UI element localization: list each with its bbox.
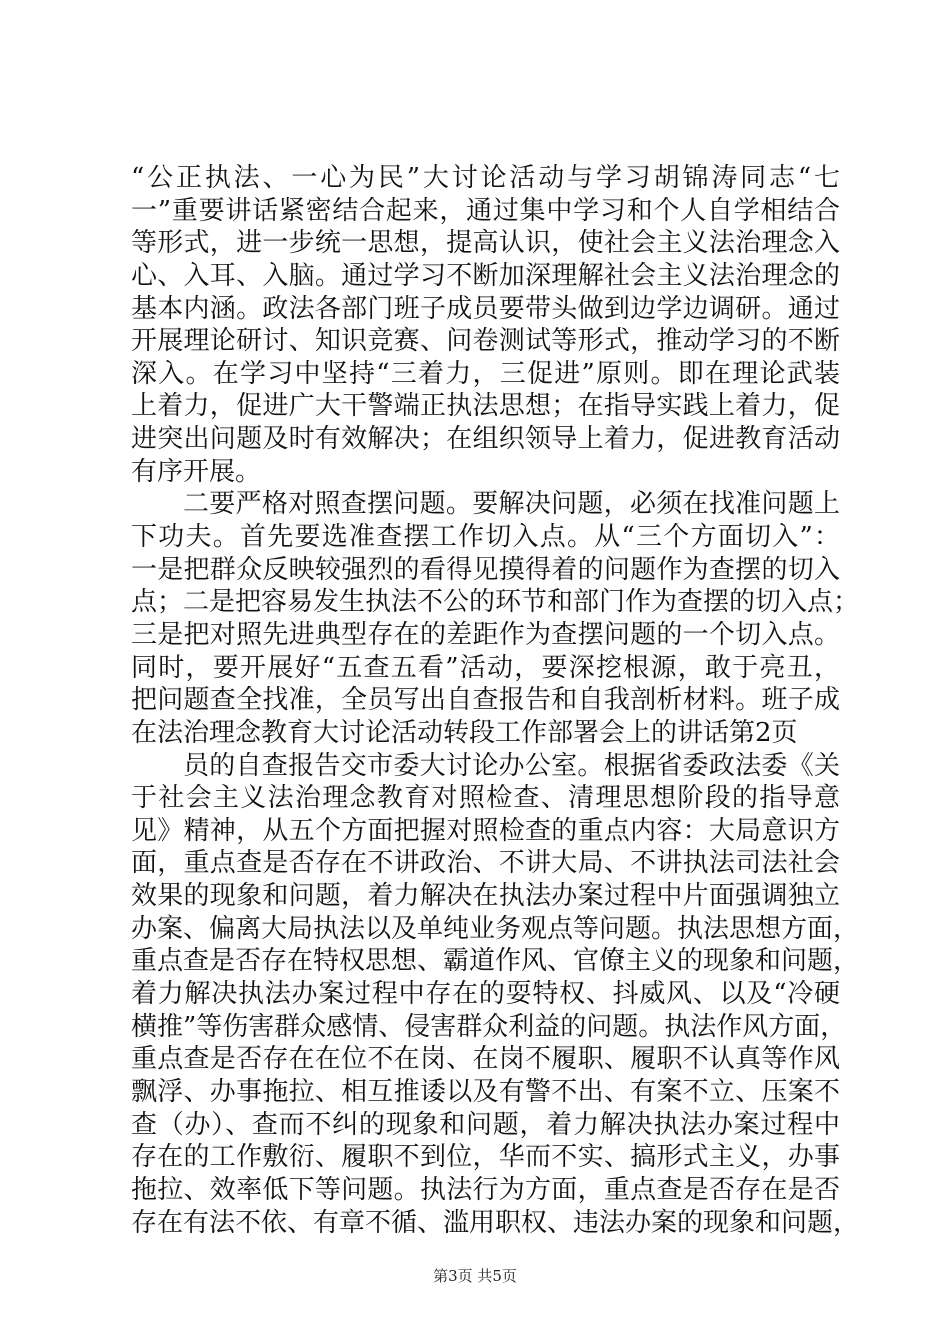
text-line: “公正执法、一心为民”大讨论活动与学习胡锦涛同志“七 bbox=[131, 163, 840, 193]
text-line: 飘浮、办事拖拉、相互推诿以及有警不出、有案不立、压案不 bbox=[131, 1076, 840, 1107]
text-line: 着力解决执法办案过程中存在的耍特权、抖威风、以及“冷硬 bbox=[131, 979, 840, 1010]
text-line: 在法治理念教育大讨论活动转段工作部署会上的讲话第2页 bbox=[131, 717, 798, 748]
text-line: 上着力，促进广大干警端正执法思想；在指导实践上着力，促 bbox=[131, 391, 840, 422]
text-line: 存在有法不依、有章不循、滥用职权、违法办案的现象和问题， bbox=[131, 1207, 860, 1238]
text-line: 二要严格对照查摆问题。要解决问题，必须在找准问题上 bbox=[183, 489, 840, 520]
text-line: 开展理论研讨、知识竞赛、问卷测试等形式，推动学习的不断 bbox=[131, 326, 840, 357]
text-line: 基本内涵。政法各部门班子成员要带头做到边学边调研。通过 bbox=[131, 293, 840, 324]
text-line: 办案、偏离大局执法以及单纯业务观点等问题。执法思想方面， bbox=[131, 913, 860, 944]
text-line: 等形式，进一步统一思想，提高认识，使社会主义法治理念入 bbox=[131, 228, 840, 259]
text-line: 员的自查报告交市委大讨论办公室。根据省委政法委《关 bbox=[183, 750, 840, 781]
text-line: 效果的现象和问题，着力解决在执法办案过程中片面强调独立 bbox=[131, 881, 840, 912]
text-line: 存在的工作敷衍、履职不到位，华而不实、搞形式主义，办事 bbox=[131, 1142, 840, 1173]
text-line: 点；二是把容易发生执法不公的环节和部门作为查摆的切入点； bbox=[131, 587, 860, 618]
text-line: 重点查是否存在在位不在岗、在岗不履职、履职不认真等作风 bbox=[131, 1044, 840, 1075]
text-line: 见》精神，从五个方面把握对照检查的重点内容：大局意识方 bbox=[131, 815, 840, 846]
text-line: 把问题查全找准，全员写出自查报告和自我剖析材料。班子成 bbox=[131, 685, 840, 716]
text-line: 深入。在学习中坚持“三着力，三促进”原则。即在理论武装 bbox=[131, 358, 840, 389]
text-line: 拖拉、效率低下等问题。执法行为方面，重点查是否存在是否 bbox=[131, 1174, 840, 1205]
text-line: 同时，要开展好“五查五看”活动，要深挖根源，敢于亮丑， bbox=[131, 652, 840, 683]
text-line: 心、入耳、入脑。通过学习不断加深理解社会主义法治理念的 bbox=[131, 260, 840, 291]
text-line: 面，重点查是否存在不讲政治、不讲大局、不讲执法司法社会 bbox=[131, 848, 840, 879]
text-line: 下功夫。首先要选准查摆工作切入点。从“三个方面切入”： bbox=[131, 522, 840, 553]
text-line: 一是把群众反映较强烈的看得见摸得着的问题作为查摆的切入 bbox=[131, 554, 840, 585]
text-line: 三是把对照先进典型存在的差距作为查摆问题的一个切入点。 bbox=[131, 619, 840, 650]
paragraph bbox=[131, 750, 860, 1240]
paragraph bbox=[131, 162, 840, 488]
text-line: 查（办）、查而不纠的现象和问题，着力解决执法办案过程中 bbox=[131, 1109, 840, 1140]
document-body bbox=[131, 162, 860, 1239]
text-line: 有序开展。 bbox=[131, 456, 262, 487]
page-footer: 第3页 共5页 bbox=[433, 1267, 517, 1285]
paragraph bbox=[131, 488, 860, 749]
text-line: 横推”等伤害群众感情、侵害群众利益的问题。执法作风方面， bbox=[131, 1011, 847, 1042]
text-line: 重点查是否存在特权思想、霸道作风、官僚主义的现象和问题， bbox=[131, 946, 860, 977]
text-line: 进突出问题及时有效解决；在组织领导上着力，促进教育活动 bbox=[131, 424, 840, 455]
text-line: 于社会主义法治理念教育对照检查、清理思想阶段的指导意 bbox=[131, 783, 840, 814]
text-line: 一”重要讲话紧密结合起来，通过集中学习和个人自学相结合 bbox=[131, 195, 840, 226]
